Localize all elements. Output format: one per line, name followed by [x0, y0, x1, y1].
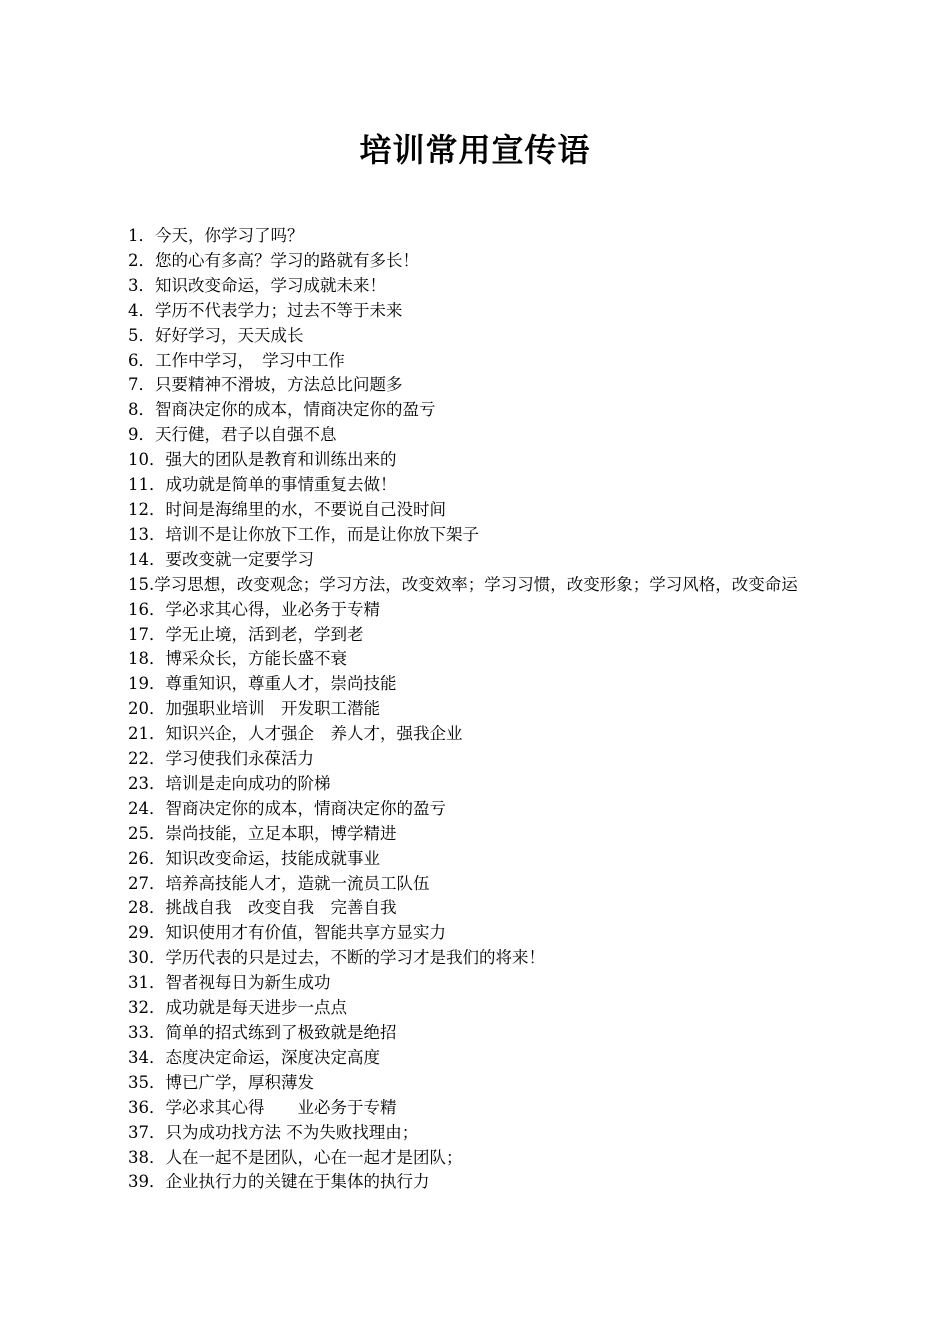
slogan-item: 27．培养高技能人才，造就一流员工队伍 — [128, 873, 430, 893]
slogan-item: 28．挑战自我 改变自我 完善自我 — [128, 898, 397, 918]
slogan-item: 32．成功就是每天进步一点点 — [128, 998, 347, 1018]
document-title: 培训常用宣传语 — [359, 131, 591, 169]
slogan-item: 13．培训不是让你放下工作，而是让你放下架子 — [128, 524, 479, 544]
slogan-item: 35．博已广学，厚积薄发 — [128, 1072, 314, 1092]
slogan-item: 19．尊重知识，尊重人才，崇尚技能 — [128, 674, 397, 694]
slogan-item: 39．企业执行力的关键在于集体的执行力 — [128, 1172, 430, 1192]
slogan-item: 14．要改变就一定要学习 — [128, 549, 314, 569]
slogan-item: 9．天行健，君子以自强不息 — [128, 425, 337, 445]
slogan-item: 17．学无止境，活到老，学到老 — [128, 624, 364, 644]
slogan-item: 36．学必求其心得 业必务于专精 — [128, 1097, 397, 1117]
slogan-item: 5．好好学习，天天成长 — [128, 325, 304, 345]
slogan-item: 1．今天，你学习了吗？ — [128, 226, 304, 245]
slogan-item: 23．培训是走向成功的阶梯 — [128, 773, 331, 793]
slogan-item: 30．学历代表的只是过去，不断的学习才是我们的将来！ — [128, 948, 545, 968]
slogan-item: 26．知识改变命运，技能成就事业 — [128, 848, 380, 868]
slogan-item: 10．强大的团队是教育和训练出来的 — [128, 450, 397, 470]
slogan-item: 3．知识改变命运，学习成就未来！ — [128, 275, 386, 295]
slogan-item: 8．智商决定你的成本，情商决定你的盈亏 — [128, 400, 436, 420]
slogan-item: 22．学习使我们永葆活力 — [128, 749, 314, 769]
slogan-item: 24．智商决定你的成本，情商决定你的盈亏 — [128, 798, 446, 818]
slogan-item: 21．知识兴企，人才强企 养人才，强我企业 — [128, 724, 463, 744]
slogan-item: 38．人在一起不是团队，心在一起才是团队； — [128, 1147, 463, 1167]
slogan-item: 12．时间是海绵里的水，不要说自己没时间 — [128, 499, 446, 519]
slogan-item: 7．只要精神不滑坡，方法总比问题多 — [128, 375, 403, 395]
slogan-item: 15.学习思想，改变观念；学习方法，改变效率；学习习惯，改变形象；学习风格，改变命运 — [128, 574, 798, 594]
slogan-item: 6．工作中学习， 学习中工作 — [128, 350, 345, 370]
slogan-item: 25．崇尚技能，立足本职，博学精进 — [128, 823, 397, 843]
slogan-item: 18．博采众长，方能长盛不衰 — [128, 649, 347, 669]
slogan-item: 4．学历不代表学力；过去不等于未来 — [128, 300, 403, 320]
slogan-item: 31．智者视每日为新生成功 — [128, 973, 331, 993]
slogan-item: 2．您的心有多高？学习的路就有多长！ — [128, 250, 419, 270]
slogan-item: 29．知识使用才有价值，智能共享方显实力 — [128, 923, 446, 943]
slogan-item: 33．简单的招式练到了极致就是绝招 — [128, 1023, 397, 1042]
slogan-item: 11．成功就是简单的事情重复去做！ — [128, 475, 397, 495]
slogan-item: 20．加强职业培训 开发职工潜能 — [128, 699, 380, 719]
slogan-item: 34．态度决定命运，深度决定高度 — [128, 1047, 380, 1067]
slogan-item: 16．学必求其心得，业必务于专精 — [128, 599, 380, 619]
slogan-list — [128, 224, 830, 1195]
slogan-item: 37．只为成功找方法 不为失败找理由； — [128, 1122, 419, 1142]
